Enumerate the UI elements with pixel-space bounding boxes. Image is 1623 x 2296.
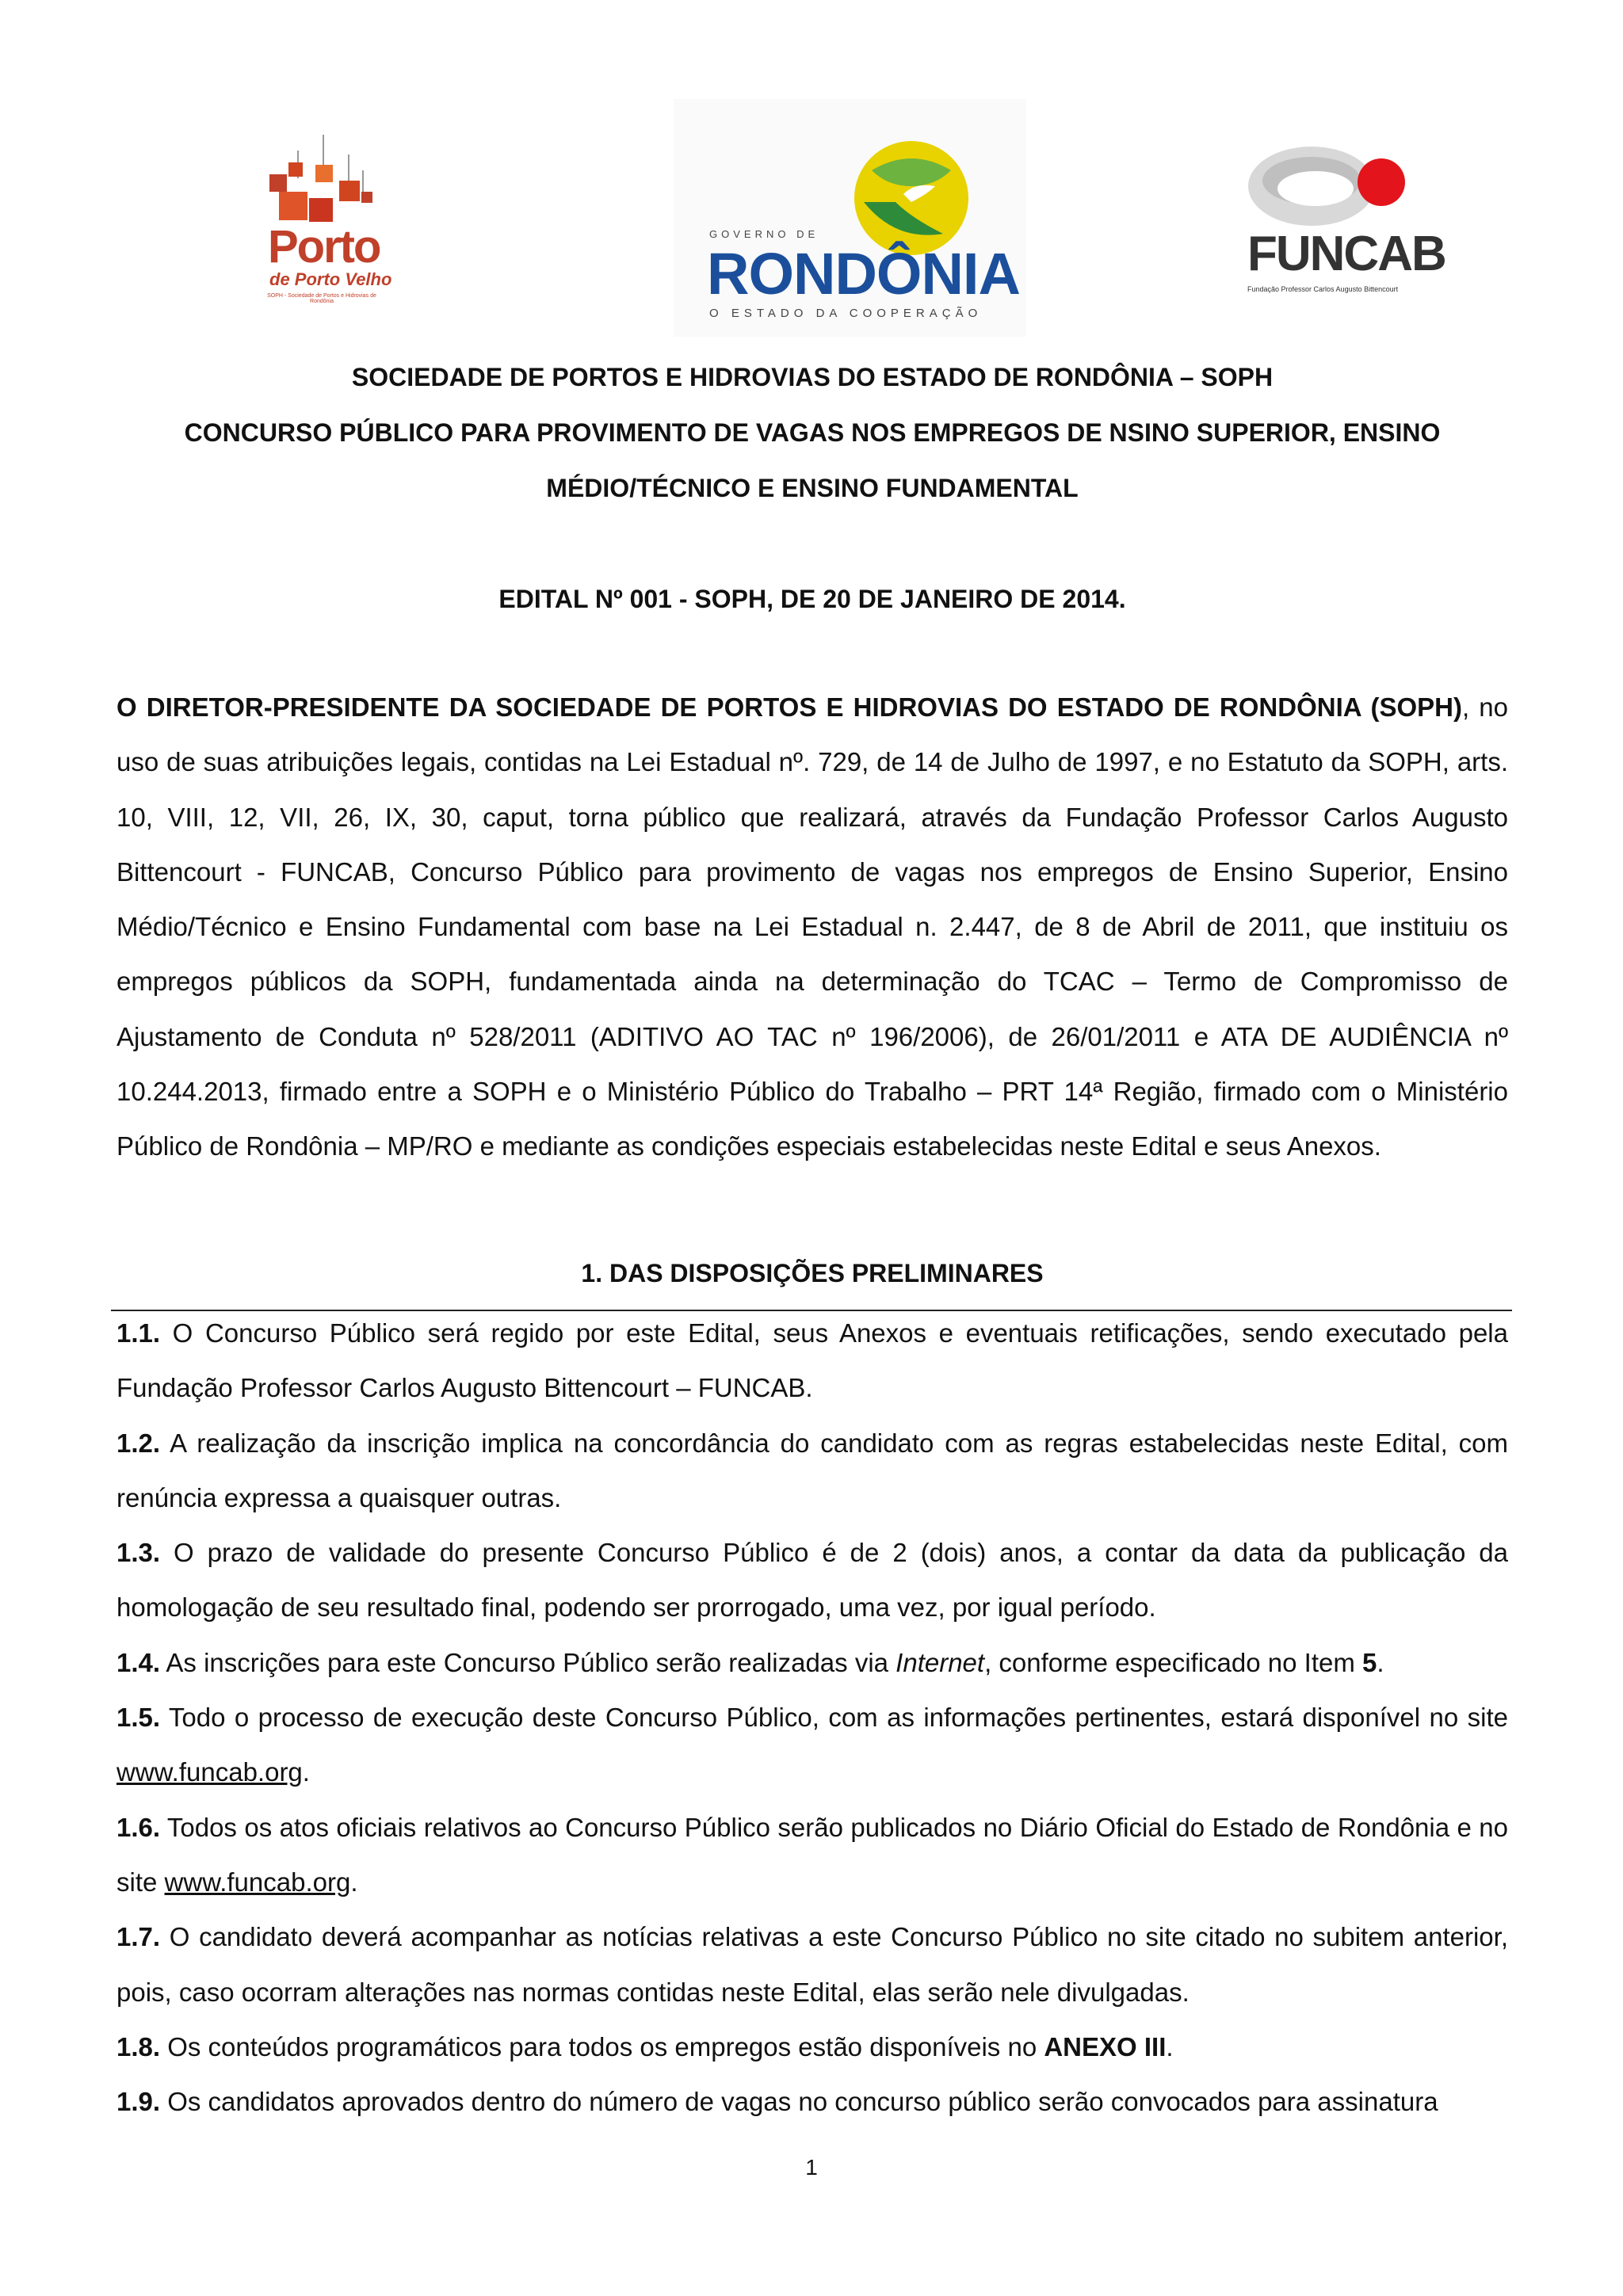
- item-emphasis: Internet: [896, 1647, 985, 1677]
- item-number: 1.7.: [116, 1922, 161, 1952]
- item-number: 1.8.: [116, 2031, 161, 2061]
- item-text: A realização da inscrição implica na concordância do candidato com as regras estabelecidas neste Edital, com renúncia expressa a quaisquer outras.: [116, 1428, 1508, 1512]
- item-strong: 5: [1362, 1647, 1377, 1677]
- rondonia-gov-label: GOVERNO DE: [709, 228, 819, 240]
- item-text: Os conteúdos programáticos para todos os empregos estão disponíveis no: [160, 2031, 1044, 2061]
- page-number: 1: [805, 2155, 818, 2180]
- item-number: 1.5.: [116, 1703, 161, 1733]
- section-items: [116, 1306, 1508, 2129]
- heading-line-2: CONCURSO PÚBLICO PARA PROVIMENTO DE VAGAS NOS EMPREGOS DE NSINO SUPERIOR, ENSINO: [184, 418, 1441, 447]
- rondonia-tagline: O ESTADO DA COOPERAÇÃO: [709, 307, 983, 320]
- rondonia-logo: [674, 99, 1026, 337]
- section-title: 1. DAS DISPOSIÇÕES PRELIMINARES: [581, 1259, 1044, 1287]
- funcab-emblem-icon: [1236, 143, 1419, 230]
- port-cubes-icon: [252, 135, 395, 222]
- item-1-7: [116, 1909, 1508, 2019]
- item-text: Todos os atos oficiais relativos ao Concurso Público serão publicados no Diário Oficial do Estado de Rondônia e no site: [116, 1812, 1508, 1897]
- porto-logo-sub: de Porto Velho: [269, 269, 392, 289]
- edital-number: EDITAL Nº 001 - SOPH, DE 20 DE JANEIRO DE 2014.: [498, 585, 1126, 613]
- item-1-8: [116, 2019, 1508, 2074]
- item-text: , conforme especificado no Item: [984, 1647, 1362, 1677]
- rondonia-name: RONDÔNIA: [707, 241, 1020, 307]
- heading-line-3: MÉDIO/TÉCNICO E ENSINO FUNDAMENTAL: [546, 474, 1079, 502]
- item-text: .: [1377, 1647, 1384, 1677]
- intro-text: , no uso de suas atribuições legais, contidas na Lei Estadual nº. 729, de 14 de Julho de 1997, e no Estatuto da SOPH, arts. 10, VIII, 12, VII, 26, IX, 30, caput, torna público que realizará, através da Fundação Professor Carlos Augusto Bittencourt - FUNCAB, Concurso Público para provimento de vagas nos empregos de Ensino Superior, Ensino Médio/Técnico e Ensino Fundamental com base na Lei Estadual n. 2.447, de 8 de Abril de 2011, que instituiu os empregos públicos da SOPH, fundamentada ainda na determinação do TCAC – Termo de Compromisso de Ajustamento de Conduta nº 528/2011 (ADITIVO AO TAC nº 196/2006), de 26/01/2011 e ATA DE AUDIÊNCIA nº 10.244.2013, firmado entre a SOPH e o Ministério Público do Trabalho – PRT 14ª Região, firmado com o Ministério Público de Rondônia – MP/RO e mediante as condições especiais estabelecidas neste Edital e seus Anexos.: [116, 692, 1508, 1161]
- intro-bold: O DIRETOR-PRESIDENTE DA SOCIEDADE DE PORTOS E HIDROVIAS DO ESTADO DE RONDÔNIA (SOPH): [116, 692, 1462, 722]
- porto-logo-word: Porto: [268, 221, 380, 273]
- funcab-link[interactable]: www.funcab.org: [164, 1867, 351, 1897]
- item-text: O Concurso Público será regido por este Edital, seus Anexos e eventuais retificações, sendo executado pela Fundação Professor Carlos Augusto Bittencourt – FUNCAB.: [116, 1318, 1508, 1403]
- intro-paragraph: [116, 680, 1508, 1174]
- item-number: 1.1.: [116, 1318, 161, 1348]
- item-text: .: [1166, 2031, 1174, 2061]
- item-text: As inscrições para este Concurso Público serão realizadas via: [160, 1647, 896, 1677]
- heading-line-1: SOCIEDADE DE PORTOS E HIDROVIAS DO ESTADO DE RONDÔNIA – SOPH: [351, 363, 1274, 391]
- item-1-2: [116, 1416, 1508, 1526]
- item-text: Todo o processo de execução deste Concurso Público, com as informações pertinentes, estará disponível no site: [160, 1703, 1508, 1733]
- item-strong: ANEXO III: [1044, 2031, 1167, 2061]
- item-text: O prazo de validade do presente Concurso Público é de 2 (dois) anos, a contar da data da publicação da homologação de seu resultado final, podendo ser prorrogado, uma vez, por igual período.: [116, 1538, 1508, 1623]
- item-text: .: [302, 1757, 310, 1787]
- item-1-1: [116, 1306, 1508, 1416]
- item-1-5: [116, 1690, 1508, 1800]
- item-number: 1.2.: [116, 1428, 161, 1458]
- item-text: .: [350, 1867, 358, 1897]
- item-1-6: [116, 1800, 1508, 1910]
- item-number: 1.6.: [116, 1812, 161, 1842]
- item-text: O candidato deverá acompanhar as notícias relativas a este Concurso Público no site citado no subitem anterior, pois, caso ocorram alterações nas normas contidas neste Edital, elas serão nele divulgadas.: [116, 1922, 1508, 2007]
- item-number: 1.9.: [116, 2087, 161, 2117]
- funcab-logo-caption: Fundação Professor Carlos Augusto Bittencourt: [1247, 285, 1399, 293]
- funcab-logo: [1236, 143, 1445, 301]
- item-1-9: [116, 2074, 1508, 2129]
- porto-velho-logo: [252, 135, 395, 325]
- item-text: Os candidatos aprovados dentro do número de vagas no concurso público serão convocados para assinatura: [160, 2087, 1438, 2117]
- funcab-link[interactable]: www.funcab.org: [116, 1757, 303, 1787]
- item-1-4: [116, 1635, 1508, 1690]
- item-number: 1.3.: [116, 1538, 161, 1568]
- funcab-logo-word: FUNCAB: [1247, 227, 1445, 281]
- item-number: 1.4.: [116, 1647, 161, 1677]
- porto-logo-caption: SOPH - Sociedade de Portos e Hidrovias de Rondônia: [267, 293, 376, 304]
- item-1-3: [116, 1525, 1508, 1635]
